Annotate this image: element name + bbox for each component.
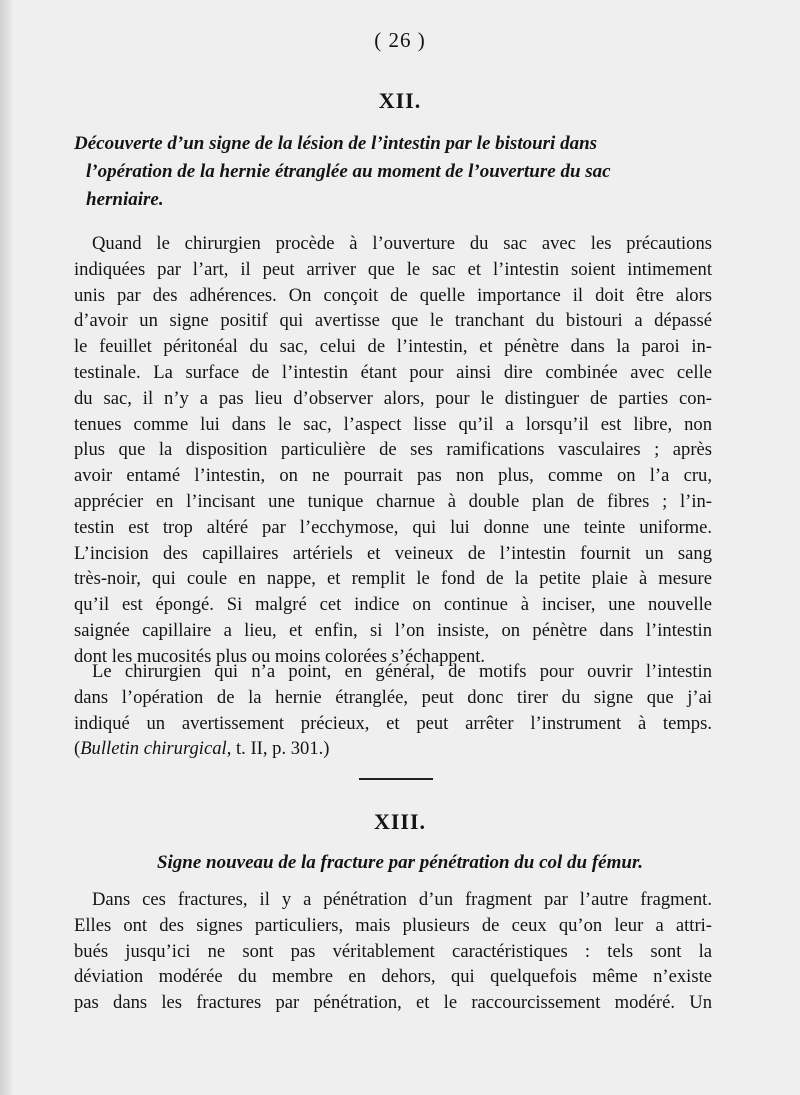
- text-line: testin est trop altéré par l’ecchymose, qui lui donne une teinte uniforme.: [74, 516, 712, 538]
- citation-source: Bulletin chirurgical: [80, 738, 227, 760]
- text-line: du sac, il n’y a pas lieu d’observer alors, pour le distinguer de parties con-: [74, 387, 712, 409]
- section-12-title-line: herniaire.: [86, 189, 164, 210]
- section-13-number: XIII.: [373, 809, 427, 834]
- text-line: saignée capillaire a lieu, et enfin, si l’on insiste, on pénètre dans l’intestin: [74, 619, 712, 641]
- text-line: plus que la disposition particulière de ses ramifications vasculaires ; après: [74, 439, 712, 461]
- citation-rest: , t. II, p. 301.): [226, 738, 330, 760]
- page-number: ( 26 ): [374, 28, 426, 52]
- text-line: indiqué un avertissement précieux, et peut arrêter l’instrument à temps.: [74, 712, 712, 734]
- page-gutter-shadow: [0, 0, 14, 1095]
- section-13-paragraph-1: [74, 887, 712, 1016]
- text-line: indiquées par l’art, il peut arriver que le sac et l’intestin soient intimement: [74, 258, 712, 280]
- text-line: apprécier en l’incisant une tunique charnue à double plan de fibres ; l’in-: [74, 490, 712, 512]
- section-12-number: XII.: [378, 88, 422, 113]
- section-12-paragraph-2: [74, 659, 712, 762]
- text-line: très-noir, qui coule en nappe, et remplit le fond de la petite plaie à mesure: [74, 568, 712, 590]
- text-line: testinale. La surface de l’intestin étant pour ainsi dire combinée avec celle: [74, 361, 712, 383]
- text-line: déviation modérée du membre en dehors, qui quelquefois même n’existe: [74, 966, 712, 988]
- text-line: avoir entamé l’intestin, on ne pourrait pas non plus, comme on l’a cru,: [74, 465, 712, 487]
- citation: [74, 736, 712, 762]
- section-13-title: Signe nouveau de la fracture par pénétration du col du fémur.: [156, 852, 644, 873]
- text-line: le feuillet péritonéal du sac, celui de l’intestin, et pénètre dans la paroi in-: [74, 336, 712, 358]
- section-12-title-line: l’opération de la hernie étranglée au moment de l’ouverture du sac: [86, 161, 611, 182]
- text-line: Le chirurgien qui n’a point, en général, de motifs pour ouvrir l’intestin: [92, 661, 712, 682]
- text-line: L’incision des capillaires artériels et veineux de l’intestin fournit un sang: [74, 542, 712, 564]
- citation-open: (: [74, 738, 81, 760]
- text-line: dont les mucosités plus ou moins colorées s’échappent.: [74, 645, 486, 667]
- text-line: pas dans les fractures par pénétration, et le raccourcissement modéré. Un: [74, 992, 712, 1014]
- section-divider: [359, 778, 433, 780]
- text-line: Quand le chirurgien procède à l’ouverture du sac avec les précautions: [92, 233, 712, 254]
- section-12-title-line: Découverte d’un signe de la lésion de l’intestin par le bistouri dans: [74, 133, 598, 154]
- section-12-title: [74, 130, 724, 214]
- text-line: qu’il est épongé. Si malgré cet indice on continue à inciser, une nouvelle: [74, 594, 712, 616]
- text-line: unis par des adhérences. On conçoit de quelle importance il doit être alors: [74, 284, 712, 306]
- text-line: tenues comme lui dans le sac, l’aspect lisse qu’il a lorsqu’il est libre, non: [74, 413, 712, 435]
- text-line: dans l’opération de la hernie étranglée, peut donc tirer du signe que j’ai: [74, 686, 712, 708]
- text-line: Elles ont des signes particuliers, mais plusieurs de ceux qu’on leur a attri-: [74, 914, 712, 936]
- text-line: d’avoir un signe positif qui avertisse que le tranchant du bistouri a dépassé: [74, 310, 712, 332]
- text-line: Dans ces fractures, il y a pénétration d’un fragment par l’autre fragment.: [92, 889, 712, 910]
- section-12-paragraph-1: [74, 231, 712, 670]
- text-line: bués jusqu’ici ne sont pas véritablement caractéristiques : tels sont la: [74, 940, 712, 962]
